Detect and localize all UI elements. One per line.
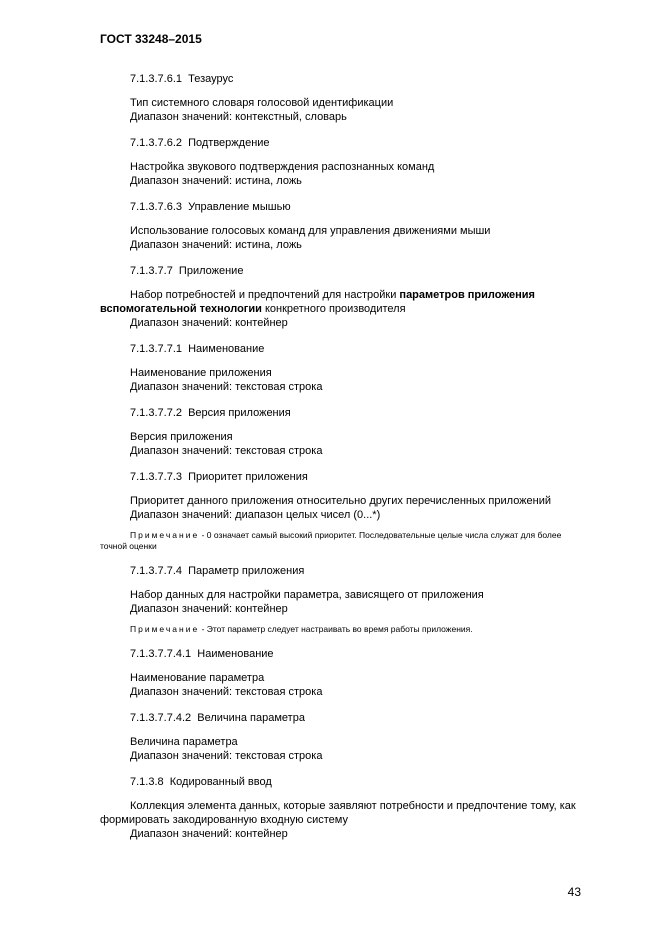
paragraph: Набор данных для настройки параметра, зависящего от приложения — [130, 589, 484, 601]
paragraph: Диапазон значений: контейнер — [130, 603, 288, 615]
section-heading: 7.1.3.7.7.1 Наименование — [130, 343, 265, 355]
paragraph: Тип системного словаря голосовой идентификации — [130, 97, 394, 109]
paragraph: Величина параметра — [130, 736, 238, 748]
paragraph — [100, 288, 581, 316]
paragraph: Диапазон значений: истина, ложь — [130, 175, 302, 187]
paragraph-text: Набор потребностей и предпочтений для настройки — [130, 289, 400, 301]
paragraph: Версия приложения — [130, 431, 233, 443]
section-heading: 7.1.3.7.7.4 Параметр приложения — [130, 565, 305, 577]
section-heading: 7.1.3.7.7.2 Версия приложения — [130, 407, 291, 419]
section-heading: 7.1.3.7.7 Приложение — [130, 265, 244, 277]
document-content — [100, 72, 581, 841]
section-heading: 7.1.3.7.6.3 Управление мышью — [130, 201, 291, 213]
paragraph: Диапазон значений: текстовая строка — [130, 686, 323, 698]
paragraph-bold-text: параметров приложения вспомогательной технологии — [100, 289, 535, 315]
paragraph: Диапазон значений: текстовая строка — [130, 381, 323, 393]
section-heading: 7.1.3.8 Кодированный ввод — [130, 776, 272, 788]
note-text: - Этот параметр следует настраивать во время работы приложения. — [201, 624, 473, 634]
paragraph: Наименование параметра — [130, 672, 265, 684]
note-label: Примечание — [130, 530, 200, 540]
paragraph: Диапазон значений: контейнер — [130, 317, 288, 329]
section-heading: 7.1.3.7.7.4.1 Наименование — [130, 648, 274, 660]
note — [100, 624, 581, 635]
paragraph: Наименование приложения — [130, 367, 272, 379]
paragraph: Приоритет данного приложения относительно других перечисленных приложений — [130, 495, 552, 507]
paragraph: Диапазон значений: контекстный, словарь — [130, 111, 347, 123]
document-code: ГОСТ 33248–2015 — [100, 32, 202, 46]
paragraph: Диапазон значений: текстовая строка — [130, 445, 323, 457]
note — [100, 530, 581, 552]
paragraph: Диапазон значений: истина, ложь — [130, 239, 302, 251]
note-text: - 0 означает самый высокий приоритет. Последовательные целые числа служат для более точной оценки — [100, 530, 562, 551]
section-heading: 7.1.3.7.7.3 Приоритет приложения — [130, 471, 308, 483]
paragraph: Диапазон значений: текстовая строка — [130, 750, 323, 762]
paragraph: Коллекция элемента данных, которые заявляют потребности и предпочтение тому, как формировать закодированную входную систему — [100, 800, 576, 826]
section-heading: 7.1.3.7.7.4.2 Величина параметра — [130, 712, 305, 724]
section-heading: 7.1.3.7.6.2 Подтверждение — [130, 137, 270, 149]
paragraph: Диапазон значений: контейнер — [130, 828, 288, 840]
section-heading: 7.1.3.7.6.1 Тезаурус — [130, 73, 234, 85]
paragraph: Настройка звукового подтверждения распознанных команд — [130, 161, 435, 173]
paragraph-text: конкретного производителя — [261, 303, 406, 315]
note-label: Примечание — [130, 624, 200, 634]
page-number: 43 — [567, 885, 581, 899]
paragraph: Использование голосовых команд для управления движениями мыши — [130, 225, 491, 237]
paragraph: Диапазон значений: диапазон целых чисел (0...*) — [130, 509, 381, 521]
